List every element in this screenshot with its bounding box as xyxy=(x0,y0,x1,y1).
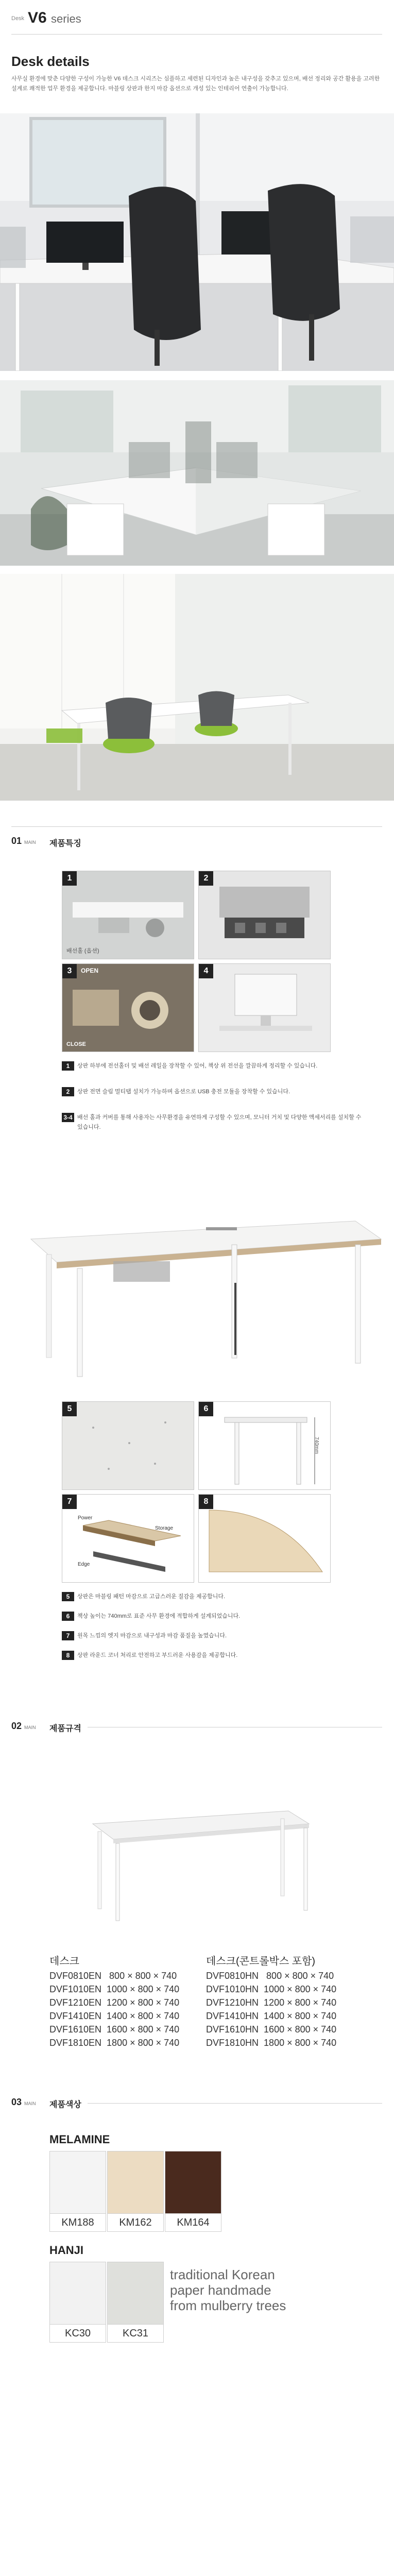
swatch-color xyxy=(49,2151,106,2214)
section01-num: 01 xyxy=(11,836,22,846)
feature-text: 상판 라운드 코너 처리로 안전하고 부드러운 사용감을 제공합니다. xyxy=(77,1652,238,1658)
feature-tile-8 xyxy=(198,1494,331,1583)
feature-badge: 5 xyxy=(62,1592,74,1601)
feature-text: 원목 느낌의 엣지 마감으로 내구성과 마감 품질을 높였습니다. xyxy=(77,1633,227,1639)
spec-item: DVF1810EN 1800 × 800 × 740 xyxy=(49,2038,180,2048)
feature-row-6 xyxy=(62,1612,366,1621)
spec-item: DVF1610HN 1600 × 800 × 740 xyxy=(206,2024,337,2035)
spec-item: DVF1210HN 1200 × 800 × 740 xyxy=(206,1997,337,2008)
swatch-code: KM164 xyxy=(165,2214,221,2232)
section02-title: 제품규격 xyxy=(49,1724,81,1733)
feature-row-5 xyxy=(62,1592,366,1602)
tile-caption: 배선홀 (옵션) xyxy=(66,948,99,954)
feature-badge: 1 xyxy=(62,1061,74,1071)
desk-spec-photo xyxy=(0,1767,394,1932)
section03-divider xyxy=(88,2103,382,2104)
spec-item: DVF1210EN 1200 × 800 × 740 xyxy=(49,1997,180,2008)
swatch-km164 xyxy=(165,2151,221,2232)
tile-label-c: Edge xyxy=(78,1562,90,1567)
tile-caption-close: CLOSE xyxy=(66,1041,86,1047)
section01-number xyxy=(11,836,36,846)
feature-text: 상판 하부에 전선홀더 및 배선 레일을 장착할 수 있어, 책상 위 전선을 깔끔하게 정리할 수 있습니다. xyxy=(77,1063,318,1069)
spec-col1-title: 데스크 xyxy=(49,1956,79,1967)
spec-item: DVF1410HN 1400 × 800 × 740 xyxy=(206,2011,337,2021)
spec-item: DVF1610EN 1600 × 800 × 740 xyxy=(49,2024,180,2035)
spec-col2-list xyxy=(206,1969,336,2049)
hanji-note: traditional Korean paper handmade from mulberry trees xyxy=(170,2267,286,2313)
tile-number: 3 xyxy=(62,964,77,978)
feature-row-1 xyxy=(62,1061,366,1071)
spec-item: DVF1010EN 1000 × 800 × 740 xyxy=(49,1984,180,1994)
feature-text: 책상 높이는 740mm로 표준 사무 환경에 적합하게 설계되었습니다. xyxy=(77,1613,241,1619)
section02-sub: MAIN xyxy=(24,1725,36,1730)
spec-item: DVF1810HN 1800 × 800 × 740 xyxy=(206,2038,337,2048)
spec-item: DVF1410EN 1400 × 800 × 740 xyxy=(49,2011,180,2021)
tile-number: 4 xyxy=(199,964,213,978)
swatch-kc30 xyxy=(49,2262,106,2343)
section03-num: 03 xyxy=(11,2097,22,2107)
spec-item: DVF0810EN 800 × 800 × 740 xyxy=(49,1971,177,1981)
feature-badge: 3-4 xyxy=(62,1113,74,1122)
office-photo-3 xyxy=(0,574,394,801)
tile-caption: OPEN xyxy=(81,967,99,974)
spec-item: DVF0810HN 800 × 800 × 740 xyxy=(206,1971,334,1981)
feature-tile-7 xyxy=(62,1494,194,1583)
page-title: Desk details xyxy=(11,54,90,69)
feature-row-2 xyxy=(62,1087,366,1097)
section03-number xyxy=(11,2097,36,2108)
section03-title: 제품색상 xyxy=(49,2100,81,2109)
hanji-label: HANJI xyxy=(49,2244,84,2257)
swatch-code: KM188 xyxy=(49,2214,106,2232)
feature-tile-5 xyxy=(62,1401,194,1490)
swatch-color xyxy=(107,2151,164,2214)
feature-text: 상판 전면 슬림 멀티탭 설치가 가능하며 옵션으로 USB 충전 모듈을 장착할 수 있습니다. xyxy=(77,1089,290,1095)
swatch-km188 xyxy=(49,2151,106,2232)
swatch-code: KC30 xyxy=(49,2325,106,2343)
tile-number: 1 xyxy=(62,871,77,886)
feature-tile-2 xyxy=(198,871,331,959)
section01-title: 제품특징 xyxy=(49,839,81,848)
series-title xyxy=(28,9,81,27)
section03-sub: MAIN xyxy=(24,2101,36,2106)
feature-tile-3 xyxy=(62,963,194,1052)
feature-text: 배선 홀과 커버를 통해 사용자는 사무환경을 유연하게 구성할 수 있으며, 모니터 거치 및 다양한 액세서리를 설치할 수 있습니다. xyxy=(77,1114,362,1130)
feature-tile-4 xyxy=(198,963,331,1052)
tile-number: 5 xyxy=(62,1402,77,1416)
intro-text: 사무실 환경에 맞춘 다양한 구성이 가능한 V6 데스크 시리즈는 심플하고 세련된 디자인과 높은 내구성을 갖추고 있으며, 배선 정리와 공간 활용을 고려한 설계로 쾌적한 업무 환경을 제공합니다. 마블링 상판과 한지 마감 옵션으로 개성 있는 인테리어 연출이 가능합니다. xyxy=(11,76,380,92)
feature-badge: 2 xyxy=(62,1087,74,1096)
tile-number: 2 xyxy=(199,871,213,886)
spec-item: DVF1010HN 1000 × 800 × 740 xyxy=(206,1984,337,1994)
feature-row-7 xyxy=(62,1631,366,1641)
feature-tile-6 xyxy=(198,1401,331,1490)
swatch-color xyxy=(107,2262,164,2325)
spec-col1-list xyxy=(49,1969,179,2049)
feature-tile-1 xyxy=(62,871,194,959)
feature-badge: 7 xyxy=(62,1631,74,1640)
tile-label-a: Power xyxy=(78,1515,93,1521)
swatch-code: KM162 xyxy=(107,2214,164,2232)
feature-badge: 8 xyxy=(62,1651,74,1660)
tile-number: 6 xyxy=(199,1402,213,1416)
desk-tag: Desk xyxy=(11,15,25,22)
feature-row-8 xyxy=(62,1651,366,1660)
swatch-color xyxy=(49,2262,106,2325)
feature-text: 상판은 마블링 패턴 마감으로 고급스러운 질감을 제공합니다. xyxy=(77,1594,226,1600)
office-photo-2 xyxy=(0,380,394,566)
section02-num: 02 xyxy=(11,1721,22,1731)
section01-divider xyxy=(11,826,382,827)
desk-product-photo xyxy=(0,1149,394,1391)
tile-number: 8 xyxy=(199,1495,213,1509)
swatch-kc31 xyxy=(107,2262,164,2343)
tile-number: 7 xyxy=(62,1495,77,1509)
tile-label-b: Storage xyxy=(155,1526,174,1531)
header-divider xyxy=(11,34,382,35)
swatch-km162 xyxy=(107,2151,164,2232)
feature-badge: 6 xyxy=(62,1612,74,1621)
spec-col2-title: 데스크(콘트롤박스 포함) xyxy=(206,1956,316,1967)
feature-row-3 xyxy=(62,1113,366,1132)
series-word: series xyxy=(51,12,81,25)
model-name: V6 xyxy=(28,9,47,26)
section01-sub: MAIN xyxy=(24,840,36,845)
tile-caption: 740mm xyxy=(314,1436,320,1454)
swatch-code: KC31 xyxy=(107,2325,164,2343)
melamine-label: MELAMINE xyxy=(49,2133,110,2146)
office-photo-1 xyxy=(0,113,394,371)
section02-number xyxy=(11,1721,36,1732)
swatch-color xyxy=(165,2151,221,2214)
